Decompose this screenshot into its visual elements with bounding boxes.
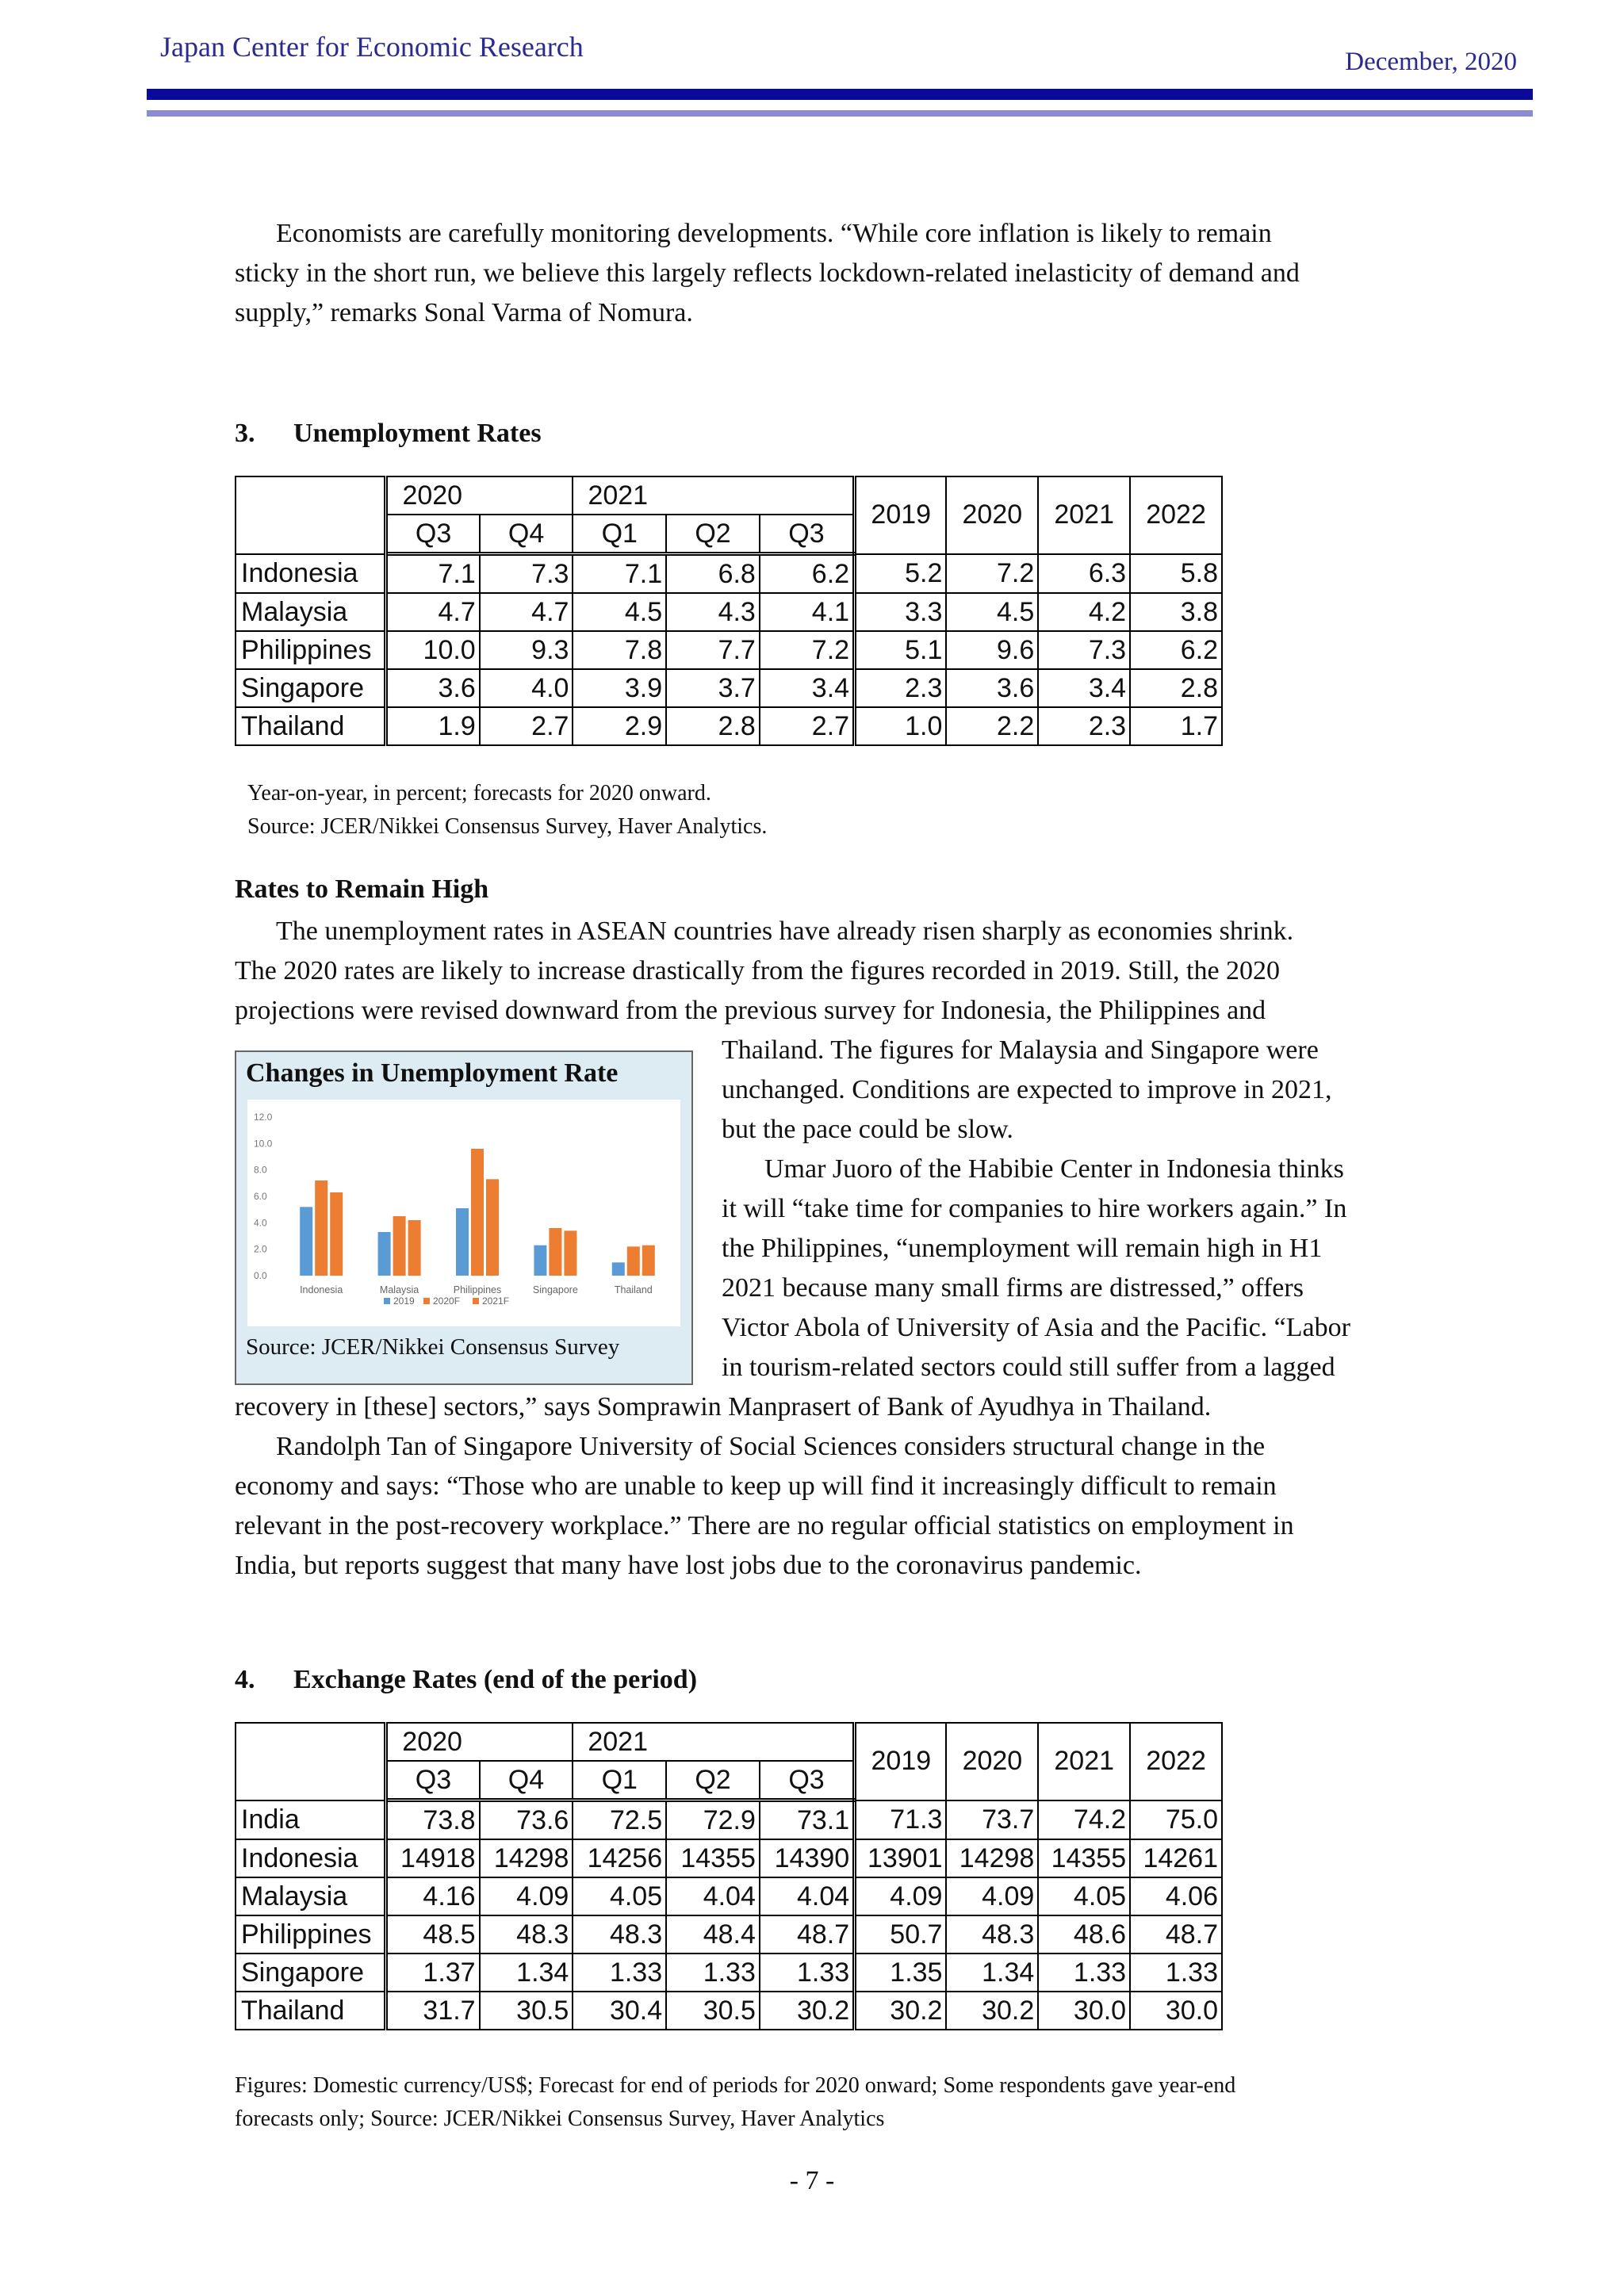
value-cell: 73.7 bbox=[946, 1800, 1038, 1840]
value-cell: 3.4 bbox=[760, 669, 855, 707]
bar-2021f bbox=[642, 1246, 655, 1276]
value-cell: 4.05 bbox=[573, 1877, 666, 1915]
value-cell: 7.2 bbox=[760, 631, 855, 669]
y-tick-label: 6.0 bbox=[254, 1191, 267, 1202]
header-rule-thick bbox=[147, 89, 1533, 100]
value-cell: 73.8 bbox=[386, 1800, 480, 1840]
group-header: 2021 bbox=[573, 476, 854, 515]
x-tick-label: Philippines bbox=[453, 1284, 502, 1295]
bar-2020f bbox=[315, 1181, 327, 1276]
country-cell: Singapore bbox=[236, 669, 386, 707]
legend-swatch bbox=[473, 1298, 479, 1304]
year-header: 2022 bbox=[1130, 476, 1222, 554]
value-cell: 4.5 bbox=[573, 593, 666, 631]
y-tick-label: 12.0 bbox=[254, 1112, 273, 1123]
section4-title: Exchange Rates (end of the period) bbox=[293, 1665, 698, 1694]
value-cell: 3.7 bbox=[666, 669, 760, 707]
table-row bbox=[236, 554, 1222, 594]
year-header: 2020 bbox=[946, 476, 1038, 554]
value-cell: 14355 bbox=[666, 1839, 760, 1877]
value-cell: 48.3 bbox=[946, 1915, 1038, 1954]
rates-paragraph-wrap bbox=[722, 1031, 1404, 1387]
quarter-header: Q3 bbox=[760, 1761, 855, 1800]
quarter-header: Q3 bbox=[386, 515, 480, 554]
table-row bbox=[236, 1839, 1222, 1877]
rates-paragraph-bottom bbox=[235, 1387, 1392, 1586]
chart-plot-area bbox=[247, 1100, 680, 1326]
quarter-header: Q3 bbox=[760, 515, 855, 554]
table-corner bbox=[236, 476, 386, 554]
value-cell: 4.5 bbox=[946, 593, 1038, 631]
value-cell: 2.7 bbox=[760, 707, 855, 745]
value-cell: 10.0 bbox=[386, 631, 480, 669]
value-cell: 30.2 bbox=[760, 1992, 855, 2030]
value-cell: 30.0 bbox=[1130, 1992, 1222, 2030]
body-line: Randolph Tan of Singapore University of Social Sciences considers structural change in the bbox=[276, 1432, 1266, 1461]
quarter-header: Q4 bbox=[480, 515, 573, 554]
body-line: Umar Juoro of the Habibie Center in Indonesia thinks bbox=[764, 1154, 1344, 1184]
value-cell: 30.2 bbox=[855, 1992, 947, 2030]
rates-paragraph-top bbox=[235, 912, 1392, 1031]
bar-2021f bbox=[408, 1220, 421, 1276]
value-cell: 30.4 bbox=[573, 1992, 666, 2030]
bar-2020f bbox=[549, 1228, 561, 1276]
value-cell: 5.2 bbox=[855, 554, 947, 594]
value-cell: 14355 bbox=[1038, 1839, 1130, 1877]
value-cell: 1.33 bbox=[760, 1954, 855, 1992]
table-note: Figures: Domestic currency/US$; Forecast for end of periods for 2020 onward; Some respondents gave year-end bbox=[235, 2073, 1236, 2098]
value-cell: 1.34 bbox=[946, 1954, 1038, 1992]
bar-2021f bbox=[330, 1192, 343, 1276]
year-header: 2021 bbox=[1038, 476, 1130, 554]
country-cell: Malaysia bbox=[236, 1877, 386, 1915]
value-cell: 4.09 bbox=[946, 1877, 1038, 1915]
value-cell: 3.9 bbox=[573, 669, 666, 707]
value-cell: 30.0 bbox=[1038, 1992, 1130, 2030]
section3-title: Unemployment Rates bbox=[293, 419, 542, 448]
year-header: 2019 bbox=[855, 1723, 947, 1800]
body-line: The unemployment rates in ASEAN countries have already risen sharply as economies shrink. bbox=[276, 916, 1294, 946]
bar-2021f bbox=[564, 1230, 576, 1276]
table-row bbox=[236, 631, 1222, 669]
value-cell: 14918 bbox=[386, 1839, 480, 1877]
value-cell: 4.7 bbox=[480, 593, 573, 631]
body-line: in tourism-related sectors could still suffer from a lagged bbox=[722, 1353, 1335, 1382]
country-cell: Thailand bbox=[236, 1992, 386, 2030]
table-row bbox=[236, 1800, 1222, 1840]
value-cell: 1.33 bbox=[1130, 1954, 1222, 1992]
value-cell: 2.2 bbox=[946, 707, 1038, 745]
section3-notes bbox=[247, 777, 767, 844]
value-cell: 4.04 bbox=[666, 1877, 760, 1915]
value-cell: 5.1 bbox=[855, 631, 947, 669]
value-cell: 4.2 bbox=[1038, 593, 1130, 631]
body-line: Victor Abola of University of Asia and the Pacific. “Labor bbox=[722, 1313, 1350, 1342]
value-cell: 4.0 bbox=[480, 669, 573, 707]
value-cell: 14298 bbox=[946, 1839, 1038, 1877]
legend-label: 2021F bbox=[482, 1295, 510, 1307]
table-corner bbox=[236, 1723, 386, 1800]
value-cell: 7.3 bbox=[1038, 631, 1130, 669]
table-row bbox=[236, 669, 1222, 707]
x-tick-label: Thailand bbox=[614, 1284, 653, 1295]
bar-2019 bbox=[534, 1246, 546, 1276]
page-number: - 7 - bbox=[789, 2166, 835, 2195]
value-cell: 1.33 bbox=[1038, 1954, 1130, 1992]
country-cell: India bbox=[236, 1800, 386, 1840]
value-cell: 3.6 bbox=[386, 669, 480, 707]
value-cell: 48.7 bbox=[760, 1915, 855, 1954]
exchange-table bbox=[235, 1722, 1223, 2030]
bar-2019 bbox=[300, 1207, 312, 1276]
chart-source: Source: JCER/Nikkei Consensus Survey bbox=[246, 1334, 620, 1360]
section4-notes bbox=[235, 2069, 1408, 2136]
value-cell: 48.7 bbox=[1130, 1915, 1222, 1954]
body-line: it will “take time for companies to hire workers again.” In bbox=[722, 1194, 1347, 1223]
value-cell: 14256 bbox=[573, 1839, 666, 1877]
table-row bbox=[236, 593, 1222, 631]
y-tick-label: 10.0 bbox=[254, 1138, 273, 1150]
country-cell: Philippines bbox=[236, 1915, 386, 1954]
value-cell: 1.37 bbox=[386, 1954, 480, 1992]
value-cell: 4.06 bbox=[1130, 1877, 1222, 1915]
year-header: 2020 bbox=[946, 1723, 1038, 1800]
body-line: The 2020 rates are likely to increase drastically from the figures recorded in 2019. Still, the 2020 bbox=[235, 956, 1281, 985]
bar-2020f bbox=[627, 1246, 640, 1276]
value-cell: 1.0 bbox=[855, 707, 947, 745]
value-cell: 1.7 bbox=[1130, 707, 1222, 745]
value-cell: 9.3 bbox=[480, 631, 573, 669]
value-cell: 6.2 bbox=[760, 554, 855, 594]
value-cell: 1.33 bbox=[573, 1954, 666, 1992]
quarter-header: Q1 bbox=[573, 515, 666, 554]
table-row bbox=[236, 1992, 1222, 2030]
value-cell: 1.33 bbox=[666, 1954, 760, 1992]
group-header: 2021 bbox=[573, 1723, 854, 1761]
value-cell: 4.04 bbox=[760, 1877, 855, 1915]
unemployment-chart-figure bbox=[235, 1050, 693, 1385]
quarter-header: Q4 bbox=[480, 1761, 573, 1800]
y-tick-label: 8.0 bbox=[254, 1164, 267, 1176]
intro-paragraph bbox=[235, 214, 1392, 333]
value-cell: 48.5 bbox=[386, 1915, 480, 1954]
value-cell: 1.35 bbox=[855, 1954, 947, 1992]
value-cell: 50.7 bbox=[855, 1915, 947, 1954]
legend-swatch bbox=[423, 1298, 430, 1304]
value-cell: 7.1 bbox=[386, 554, 480, 594]
bar-2020f bbox=[471, 1149, 484, 1276]
value-cell: 72.5 bbox=[573, 1800, 666, 1840]
country-cell: Philippines bbox=[236, 631, 386, 669]
table-row bbox=[236, 1915, 1222, 1954]
section4-number: 4. bbox=[235, 1665, 255, 1694]
value-cell: 72.9 bbox=[666, 1800, 760, 1840]
bar-2020f bbox=[393, 1216, 406, 1276]
country-cell: Thailand bbox=[236, 707, 386, 745]
table-note: Source: JCER/Nikkei Consensus Survey, Haver Analytics. bbox=[247, 814, 768, 839]
body-line: the Philippines, “unemployment will remain high in H1 bbox=[722, 1234, 1323, 1263]
value-cell: 75.0 bbox=[1130, 1800, 1222, 1840]
value-cell: 3.4 bbox=[1038, 669, 1130, 707]
table-row bbox=[236, 1877, 1222, 1915]
value-cell: 4.7 bbox=[386, 593, 480, 631]
y-tick-label: 0.0 bbox=[254, 1270, 267, 1281]
value-cell: 1.34 bbox=[480, 1954, 573, 1992]
value-cell: 6.8 bbox=[666, 554, 760, 594]
y-tick-label: 2.0 bbox=[254, 1243, 267, 1255]
value-cell: 73.6 bbox=[480, 1800, 573, 1840]
header-org: Japan Center for Economic Research bbox=[160, 31, 584, 63]
section3-number: 3. bbox=[235, 419, 255, 448]
body-line: Thailand. The figures for Malaysia and Singapore were bbox=[722, 1035, 1319, 1065]
value-cell: 4.09 bbox=[855, 1877, 947, 1915]
intro-line: Economists are carefully monitoring developments. “While core inflation is likely to remain bbox=[276, 219, 1272, 248]
y-tick-label: 4.0 bbox=[254, 1217, 267, 1229]
value-cell: 7.8 bbox=[573, 631, 666, 669]
value-cell: 2.7 bbox=[480, 707, 573, 745]
value-cell: 4.3 bbox=[666, 593, 760, 631]
quarter-header: Q3 bbox=[386, 1761, 480, 1800]
value-cell: 73.1 bbox=[760, 1800, 855, 1840]
value-cell: 2.3 bbox=[855, 669, 947, 707]
value-cell: 31.7 bbox=[386, 1992, 480, 2030]
country-cell: Singapore bbox=[236, 1954, 386, 1992]
year-header: 2021 bbox=[1038, 1723, 1130, 1800]
value-cell: 30.2 bbox=[946, 1992, 1038, 2030]
value-cell: 74.2 bbox=[1038, 1800, 1130, 1840]
body-line: 2021 because many small firms are distressed,” offers bbox=[722, 1273, 1304, 1303]
body-line: relevant in the post-recovery workplace.” There are no regular official statistics on employment in bbox=[235, 1511, 1294, 1540]
body-line: projections were revised downward from the previous survey for Indonesia, the Philippines and bbox=[235, 996, 1266, 1025]
value-cell: 14261 bbox=[1130, 1839, 1222, 1877]
value-cell: 3.8 bbox=[1130, 593, 1222, 631]
value-cell: 14298 bbox=[480, 1839, 573, 1877]
value-cell: 9.6 bbox=[946, 631, 1038, 669]
value-cell: 1.9 bbox=[386, 707, 480, 745]
body-line: but the pace could be slow. bbox=[722, 1115, 1013, 1144]
country-cell: Indonesia bbox=[236, 554, 386, 594]
value-cell: 3.6 bbox=[946, 669, 1038, 707]
value-cell: 48.6 bbox=[1038, 1915, 1130, 1954]
body-line: India, but reports suggest that many have lost jobs due to the coronavirus pandemic. bbox=[235, 1551, 1142, 1580]
group-header: 2020 bbox=[386, 476, 573, 515]
value-cell: 30.5 bbox=[666, 1992, 760, 2030]
value-cell: 6.3 bbox=[1038, 554, 1130, 594]
header-date: December, 2020 bbox=[1345, 48, 1517, 76]
year-header: 2022 bbox=[1130, 1723, 1222, 1800]
value-cell: 48.4 bbox=[666, 1915, 760, 1954]
body-line: recovery in [these] sectors,” says Somprawin Manprasert of Bank of Ayudhya in Thailand. bbox=[235, 1392, 1212, 1422]
value-cell: 14390 bbox=[760, 1839, 855, 1877]
body-line: unchanged. Conditions are expected to improve in 2021, bbox=[722, 1075, 1332, 1104]
quarter-header: Q2 bbox=[666, 1761, 760, 1800]
unemployment-bar-chart bbox=[247, 1100, 680, 1326]
value-cell: 4.05 bbox=[1038, 1877, 1130, 1915]
country-cell: Malaysia bbox=[236, 593, 386, 631]
group-header: 2020 bbox=[386, 1723, 573, 1761]
value-cell: 48.3 bbox=[573, 1915, 666, 1954]
intro-line: sticky in the short run, we believe this largely reflects lockdown-related inelasticity of demand and bbox=[235, 258, 1300, 288]
body-line: economy and says: “Those who are unable to keep up will find it increasingly difficult to remain bbox=[235, 1471, 1277, 1501]
x-tick-label: Indonesia bbox=[300, 1284, 343, 1295]
value-cell: 30.5 bbox=[480, 1992, 573, 2030]
bar-2019 bbox=[612, 1262, 625, 1276]
rates-heading: Rates to Remain High bbox=[235, 874, 489, 904]
table-note: Year-on-year, in percent; forecasts for 2020 onward. bbox=[247, 781, 711, 806]
bar-2019 bbox=[456, 1208, 469, 1276]
legend-label: 2020F bbox=[433, 1295, 461, 1307]
header-rule-thin bbox=[147, 110, 1533, 117]
value-cell: 7.1 bbox=[573, 554, 666, 594]
value-cell: 6.2 bbox=[1130, 631, 1222, 669]
legend-label: 2019 bbox=[393, 1295, 415, 1307]
unemployment-table bbox=[235, 476, 1223, 746]
value-cell: 4.09 bbox=[480, 1877, 573, 1915]
table-row bbox=[236, 707, 1222, 745]
value-cell: 2.9 bbox=[573, 707, 666, 745]
value-cell: 2.8 bbox=[666, 707, 760, 745]
quarter-header: Q2 bbox=[666, 515, 760, 554]
bar-2019 bbox=[378, 1232, 391, 1276]
table-row bbox=[236, 1954, 1222, 1992]
value-cell: 3.3 bbox=[855, 593, 947, 631]
table-note: forecasts only; Source: JCER/Nikkei Consensus Survey, Haver Analytics bbox=[235, 2107, 885, 2131]
country-cell: Indonesia bbox=[236, 1839, 386, 1877]
year-header: 2019 bbox=[855, 476, 947, 554]
value-cell: 7.2 bbox=[946, 554, 1038, 594]
chart-title: Changes in Unemployment Rate bbox=[246, 1058, 619, 1088]
value-cell: 71.3 bbox=[855, 1800, 947, 1840]
x-tick-label: Malaysia bbox=[379, 1284, 419, 1295]
value-cell: 5.8 bbox=[1130, 554, 1222, 594]
bar-2021f bbox=[486, 1179, 499, 1276]
legend-swatch bbox=[384, 1298, 390, 1304]
intro-line: supply,” remarks Sonal Varma of Nomura. bbox=[235, 298, 693, 327]
value-cell: 13901 bbox=[855, 1839, 947, 1877]
value-cell: 7.3 bbox=[480, 554, 573, 594]
value-cell: 4.16 bbox=[386, 1877, 480, 1915]
value-cell: 7.7 bbox=[666, 631, 760, 669]
value-cell: 4.1 bbox=[760, 593, 855, 631]
value-cell: 48.3 bbox=[480, 1915, 573, 1954]
value-cell: 2.8 bbox=[1130, 669, 1222, 707]
quarter-header: Q1 bbox=[573, 1761, 666, 1800]
value-cell: 2.3 bbox=[1038, 707, 1130, 745]
x-tick-label: Singapore bbox=[532, 1284, 578, 1295]
